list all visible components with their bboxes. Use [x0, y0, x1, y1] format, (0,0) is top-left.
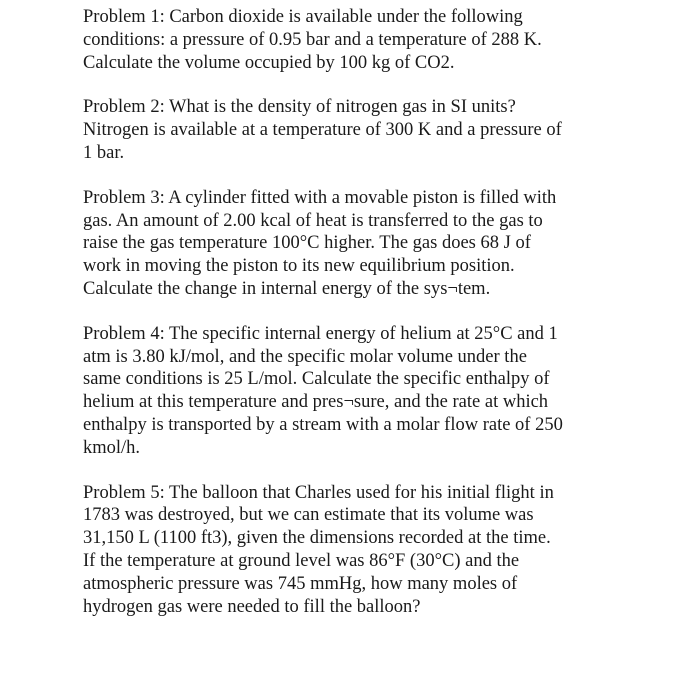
problem-3-line: Calculate the change in internal energy of the sys¬tem.: [83, 278, 491, 299]
problem-3-line: Problem 3: A cylinder fitted with a movable piston is filled with: [83, 187, 557, 208]
problem-2: [83, 96, 628, 164]
problem-2-line: 1 bar.: [83, 142, 125, 163]
problem-5-line: atmospheric pressure was 745 mmHg, how many moles of: [83, 573, 518, 594]
problem-5-line: 31,150 L (1100 ft3), given the dimensions recorded at the time.: [83, 528, 551, 549]
problem-4-line: helium at this temperature and pres¬sure, and the rate at which: [83, 392, 549, 413]
problem-1-line: conditions: a pressure of 0.95 bar and a temperature of 288 K.: [83, 29, 542, 50]
problem-1: [83, 6, 628, 74]
problem-1-line: Problem 1: Carbon dioxide is available under the following: [83, 7, 523, 27]
problem-4-line: same conditions is 25 L/mol. Calculate the specific enthalpy of: [83, 369, 550, 390]
problem-5: [83, 482, 628, 619]
problem-5-line: 1783 was destroyed, but we can estimate that its volume was: [83, 505, 534, 526]
problem-5-line: hydrogen gas were needed to fill the balloon?: [83, 596, 421, 617]
problem-4-line: Problem 4: The specific internal energy of helium at 25°C and 1: [83, 323, 558, 344]
problem-4: [83, 323, 628, 460]
problem-3: [83, 187, 628, 301]
problem-document: [83, 6, 628, 640]
problem-2-line: Nitrogen is available at a temperature of 300 K and a pressure of: [83, 120, 562, 141]
problem-5-line: Problem 5: The balloon that Charles used for his initial flight in: [83, 482, 554, 503]
problem-2-line: Problem 2: What is the density of nitrogen gas in SI units?: [83, 97, 516, 118]
problem-3-line: raise the gas temperature 100°C higher. The gas does 68 J of: [83, 233, 531, 254]
problem-4-line: enthalpy is transported by a stream with a molar flow rate of 250: [83, 414, 563, 435]
problem-4-line: kmol/h.: [83, 437, 141, 458]
problem-3-line: gas. An amount of 2.00 kcal of heat is transferred to the gas to: [83, 210, 543, 231]
problem-3-line: work in moving the piston to its new equilibrium position.: [83, 256, 515, 277]
problem-4-line: atm is 3.80 kJ/mol, and the specific molar volume under the: [83, 346, 527, 367]
problem-1-line: Calculate the volume occupied by 100 kg of CO2.: [83, 52, 455, 73]
problem-5-line: If the temperature at ground level was 86°F (30°C) and the: [83, 550, 520, 571]
